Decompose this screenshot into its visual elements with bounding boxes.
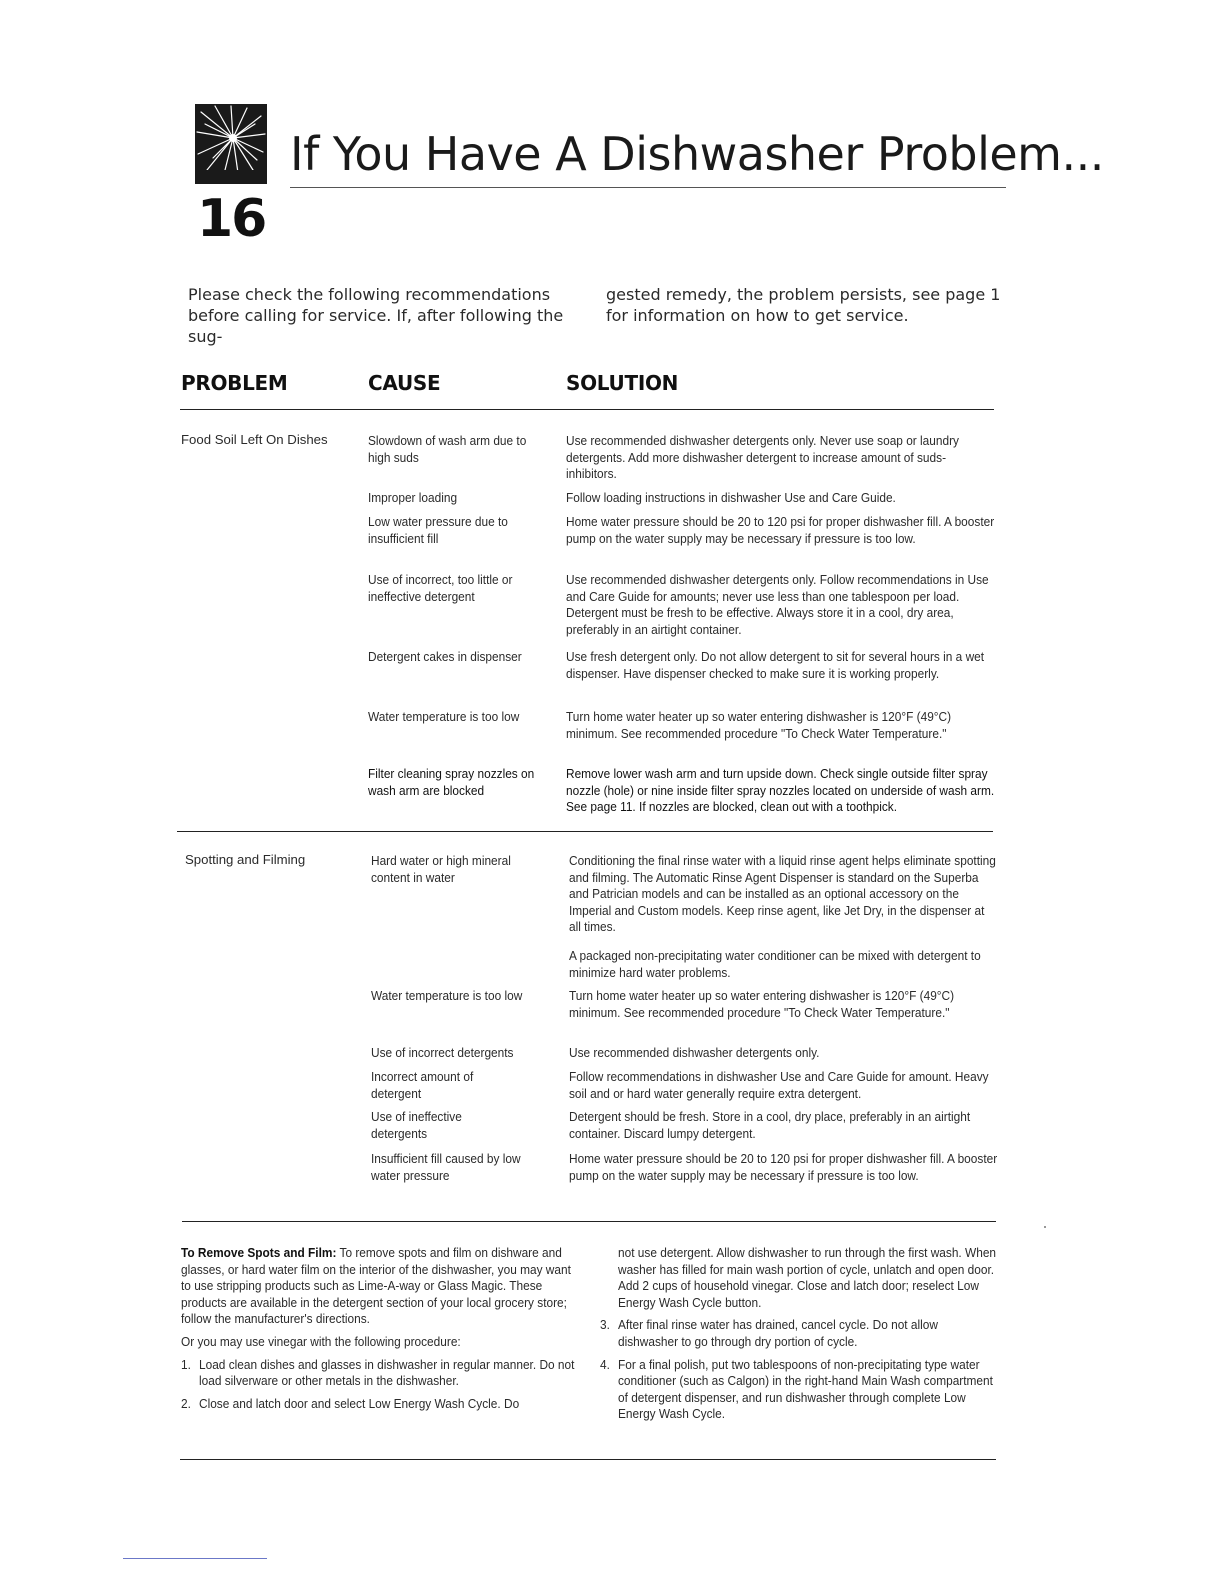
- solution-item: Conditioning the final rinse water with a liquid rinse agent helps eliminate spotting and filming. The Automatic Rinse Agent Dispenser is standard on the Superba and Patrician models and can be installed as an optional accessory on the Imperial and Custom models. Keep rinse agent, like Jet Dry, in the dispenser at all times.: [569, 853, 996, 934]
- problem-food-soil: Food Soil Left On Dishes: [181, 432, 328, 447]
- step-number: 1.: [181, 1356, 191, 1372]
- remove-spots-text: To remove spots and film on dishware and glasses, or hard water film on the interior of the dishwasher, you may want to use stripping products such as Lime-A-way or Glass Magic. These products are available in the detergent section of your local grocery store; follow the manufacturer's directions.: [181, 1245, 571, 1327]
- intro-text-right: gested remedy, the problem persists, see page 1 for information on how to get service.: [606, 285, 1001, 325]
- cause-item: Low water pressure due to insufficient fill: [368, 514, 508, 546]
- step-number: 2.: [181, 1395, 191, 1411]
- vinegar-intro: Or you may use vinegar with the following procedure:: [181, 1333, 461, 1349]
- header-problem: PROBLEM: [181, 371, 288, 395]
- solution-item: Follow loading instructions in dishwasher Use and Care Guide.: [566, 490, 896, 505]
- cause-item: Detergent cakes in dispenser: [368, 649, 522, 664]
- solution-item: Use recommended dishwasher detergents only.: [569, 1045, 820, 1060]
- vinegar-step-continued: [600, 1245, 998, 1311]
- vinegar-step: [181, 1396, 579, 1413]
- problem-spotting-filming: Spotting and Filming: [185, 852, 306, 867]
- vinegar-steps-left: [181, 1357, 579, 1413]
- cause-item: Water temperature is too low: [368, 709, 520, 724]
- page-title: If You Have A Dishwasher Problem...: [290, 127, 1104, 181]
- solution-item: Use recommended dishwasher detergents only. Never use soap or laundry detergents. Add more dishwasher detergent to increase amount of suds-inhibitors.: [566, 433, 959, 481]
- cause-item: Slowdown of wash arm due to high suds: [368, 433, 527, 465]
- remove-spots-right-column: [600, 1245, 998, 1429]
- cause-item: Incorrect amount of detergent: [371, 1069, 474, 1101]
- group-rule: [177, 831, 993, 832]
- vinegar-step: [600, 1357, 998, 1423]
- solution-item: Follow recommendations in dishwasher Use and Care Guide for amount. Heavy soil and or hard water generally require extra detergent.: [569, 1069, 989, 1101]
- header-solution: SOLUTION: [566, 371, 679, 395]
- notes-bottom-rule: [180, 1459, 996, 1460]
- cause-item: Use of incorrect detergents: [371, 1045, 514, 1060]
- cause-item: Use of ineffective detergents: [371, 1109, 462, 1141]
- cause-item: Hard water or high mineral content in water: [371, 853, 511, 885]
- solution-item: Detergent should be fresh. Store in a cool, dry place, preferably in an airtight container. Discard lumpy detergent.: [569, 1109, 971, 1141]
- header-cause: CAUSE: [368, 371, 441, 395]
- step-text: Close and latch door and select Low Energy Wash Cycle. Do: [199, 1395, 520, 1411]
- cause-item: Use of incorrect, too little or ineffective detergent: [368, 572, 513, 604]
- vinegar-step: [181, 1357, 579, 1390]
- solution-item: Use recommended dishwasher detergents only. Follow recommendations in Use and Care Guide for amounts; never use less than one tablespoon per load. Detergent must be fresh to be effective. Always store it in a cool, dry area, preferably in an airtight container.: [566, 572, 989, 637]
- solution-item: Turn home water heater up so water entering dishwasher is 120°F (49°C) minimum. See recommended procedure "To Check Water Temperature.": [566, 709, 952, 741]
- table-bottom-rule: [182, 1221, 996, 1222]
- step-text: After final rinse water has drained, cancel cycle. Do not allow dishwasher to go through dry portion of cycle.: [618, 1317, 938, 1349]
- page-number: 16: [197, 189, 266, 249]
- solution-item: Home water pressure should be 20 to 120 psi for proper dishwasher fill. A booster pump on the water supply may be necessary if pressure is too low.: [569, 1151, 998, 1183]
- solution-item: Home water pressure should be 20 to 120 psi for proper dishwasher fill. A booster pump on the water supply may be necessary if pressure is too low.: [566, 514, 995, 546]
- step-text: not use detergent. Allow dishwasher to run through the first wash. When washer has filled for main wash portion of cycle, unlatch and open door. Add 2 cups of household vinegar. Close and latch door; reselect Low Energy Wash Cycle button.: [618, 1245, 997, 1310]
- remove-spots-left-column: [181, 1245, 579, 1418]
- solution-item: Turn home water heater up so water entering dishwasher is 120°F (49°C) minimum. See recommended procedure "To Check Water Temperature.": [569, 988, 955, 1020]
- step-text: For a final polish, put two tablespoons of non-precipitating type water conditioner (such as Calgon) in the right-hand Main Wash compartment of detergent dispenser, and run dishwasher through complete Low Energy Wash Cycle.: [618, 1356, 993, 1422]
- stray-dot: [1044, 1226, 1046, 1228]
- remove-spots-paragraph: [181, 1245, 579, 1328]
- vinegar-steps-right: [600, 1245, 998, 1423]
- cause-item: Insufficient fill caused by low water pressure: [371, 1151, 521, 1183]
- cause-item: Improper loading: [368, 490, 458, 505]
- step-number: 4.: [600, 1356, 610, 1372]
- header-rule: [180, 409, 994, 410]
- remove-spots-heading: To Remove Spots and Film:: [181, 1245, 337, 1260]
- step-text: Load clean dishes and glasses in dishwasher in regular manner. Do not load silverware or other metals in the dishwasher.: [199, 1356, 575, 1389]
- vinegar-step: [600, 1317, 998, 1350]
- intro-text-left: Please check the following recommendations before calling for service. If, after following the sug-: [188, 285, 564, 346]
- step-number: 3.: [600, 1317, 610, 1333]
- solution-item: Use fresh detergent only. Do not allow detergent to sit for several hours in a wet dispenser. Have dispenser checked to make sure it is working properly.: [566, 649, 985, 681]
- solution-item: A packaged non-precipitating water conditioner can be mixed with detergent to minimize hard water problems.: [569, 948, 981, 980]
- cause-item: Water temperature is too low: [371, 988, 523, 1003]
- cause-item: Filter cleaning spray nozzles on wash arm are blocked: [368, 766, 535, 798]
- footer-rule: [123, 1558, 267, 1559]
- solution-item: Remove lower wash arm and turn upside down. Check single outside filter spray nozzle (hole) or nine inside filter spray nozzles located on underside of wash arm. See page 11. If nozzles are blocked, clean out with a toothpick.: [566, 766, 995, 814]
- title-rule: [290, 187, 1006, 188]
- starburst-logo-icon: [195, 104, 267, 184]
